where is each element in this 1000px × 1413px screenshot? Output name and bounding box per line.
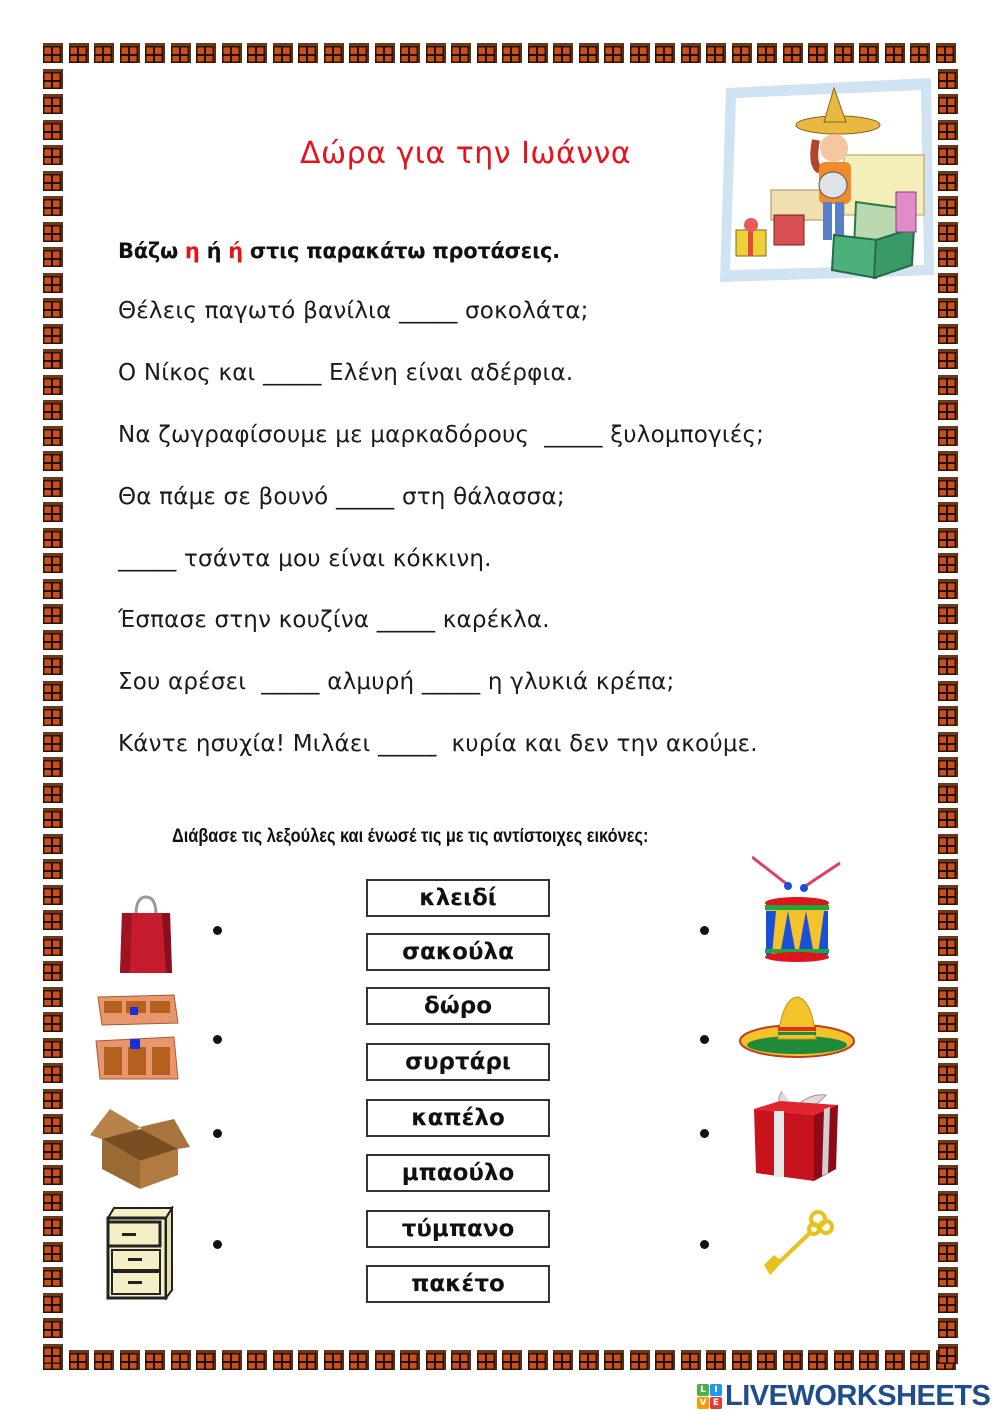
gift-border-tile — [732, 43, 752, 63]
gift-border-tile — [938, 1267, 958, 1287]
gift-border-tile — [94, 43, 114, 63]
gift-border-tile — [43, 145, 63, 165]
gift-border-tile — [938, 987, 958, 1007]
gift-border-tile — [938, 171, 958, 191]
gift-border-tile — [859, 43, 879, 63]
cardboard-box-icon — [88, 1105, 192, 1191]
word-box-key[interactable]: κλειδί — [366, 879, 550, 917]
drum-icon — [752, 855, 842, 965]
word-box-hat[interactable]: καπέλο — [366, 1099, 550, 1137]
match-dot-left-4[interactable] — [213, 1240, 222, 1249]
gift-border-tile — [43, 324, 63, 344]
gift-border-tile — [43, 349, 63, 369]
gift-border-tile — [43, 1089, 63, 1109]
instruction-prefix: Βάζω — [118, 239, 185, 263]
match-dot-left-1[interactable] — [213, 926, 222, 935]
gift-border-tile — [528, 1350, 548, 1370]
gift-border-tile — [43, 732, 63, 752]
gift-border-tile — [938, 1293, 958, 1313]
brand-name: LIVEWORKSHEETS — [725, 1380, 991, 1412]
gift-border-tile — [885, 1350, 905, 1370]
gift-border-tile — [43, 375, 63, 395]
gift-border-tile — [375, 43, 395, 63]
gift-border-tile — [43, 757, 63, 777]
gift-border-tile — [43, 885, 63, 905]
gift-border-tile — [43, 655, 63, 675]
sentence-7[interactable]: Σου αρέσει _____ αλμυρή _____ η γλυκιά κρέπα; — [118, 669, 675, 695]
gift-border-tile — [43, 426, 63, 446]
instruction-middle: ή — [199, 239, 229, 263]
gift-border-tile — [938, 553, 958, 573]
word-box-bag[interactable]: σακούλα — [366, 933, 550, 971]
gift-border-tile — [938, 936, 958, 956]
gift-border-tile — [938, 1114, 958, 1134]
gift-border-tile — [938, 477, 958, 497]
sombrero-icon — [738, 995, 856, 1065]
gift-border-tile — [43, 1165, 63, 1185]
gift-border-tile — [451, 1350, 471, 1370]
gift-border-tile — [273, 43, 293, 63]
gift-border-tile — [196, 43, 216, 63]
gift-border-tile — [43, 1038, 63, 1058]
word-box-package[interactable]: πακέτο — [366, 1265, 550, 1303]
gift-border-tile — [681, 43, 701, 63]
sentence-8[interactable]: Κάντε ησυχία! Μιλάει _____ κυρία και δεν την ακούμε. — [118, 731, 758, 757]
gift-border-tile — [938, 1012, 958, 1032]
gift-border-tile — [43, 451, 63, 471]
gift-border-tile — [938, 1165, 958, 1185]
gift-border-tile — [938, 1191, 958, 1211]
gift-border-tile — [938, 732, 958, 752]
gift-border-tile — [681, 1350, 701, 1370]
gift-border-tile — [43, 1114, 63, 1134]
sentence-1[interactable]: Θέλεις παγωτό βανίλια _____ σοκολάτα; — [118, 298, 589, 324]
gift-border-tile — [938, 1318, 958, 1338]
gift-border-tile — [938, 349, 958, 369]
gift-border-tile — [69, 1350, 89, 1370]
gift-border-tile — [43, 477, 63, 497]
gift-border-tile — [604, 43, 624, 63]
gift-border-tile — [938, 502, 958, 522]
gift-border-tile — [910, 43, 930, 63]
gift-border-tile — [298, 43, 318, 63]
gift-border-tile — [477, 1350, 497, 1370]
gift-border-tile — [43, 936, 63, 956]
instruction-option-eta-accent: ή — [228, 239, 243, 263]
gift-border-tile — [938, 94, 958, 114]
gift-border-tile — [938, 681, 958, 701]
gift-border-tile — [43, 910, 63, 930]
gift-border-tile — [69, 43, 89, 63]
gift-border-tile — [938, 579, 958, 599]
gift-border-tile — [43, 120, 63, 140]
gift-border-tile — [938, 885, 958, 905]
gift-border-tile — [247, 1350, 267, 1370]
gift-border-tile — [938, 222, 958, 242]
gift-border-tile — [938, 783, 958, 803]
gift-border-tile — [196, 1350, 216, 1370]
gift-border-tile — [477, 43, 497, 63]
gift-border-tile — [938, 273, 958, 293]
gift-border-tile — [451, 43, 471, 63]
gift-border-tile — [43, 1140, 63, 1160]
gift-border-tile — [528, 43, 548, 63]
gift-border-tile — [43, 783, 63, 803]
gift-border-tile — [938, 706, 958, 726]
gift-border-tile — [94, 1350, 114, 1370]
gift-border-tile — [630, 43, 650, 63]
gift-border-tile — [938, 630, 958, 650]
gift-border-tile — [120, 1350, 140, 1370]
sentence-2[interactable]: Ο Νίκος και _____ Ελένη είναι αδέρφια. — [118, 360, 574, 386]
gift-border-tile — [43, 1293, 63, 1313]
gift-border-tile — [43, 706, 63, 726]
shopping-bag-icon — [118, 893, 174, 975]
sentence-3[interactable]: Να ζωγραφίσουμε με μαρκαδόρους _____ ξυλομπογιές; — [118, 422, 765, 448]
treasure-chest-icon — [94, 993, 180, 1081]
gift-border-tile — [834, 43, 854, 63]
gift-border-tile — [834, 1350, 854, 1370]
gift-border-tile — [938, 247, 958, 267]
gift-border-tile — [43, 196, 63, 216]
gift-border-tile — [706, 1350, 726, 1370]
gift-border-tile — [145, 1350, 165, 1370]
liveworksheets-logo-icon: L I V E — [697, 1384, 722, 1409]
gift-border-tile — [324, 43, 344, 63]
gift-border-tile — [938, 324, 958, 344]
gift-border-tile — [783, 43, 803, 63]
gift-border-tile — [938, 298, 958, 318]
gift-border-tile — [938, 859, 958, 879]
gift-border-tile — [553, 1350, 573, 1370]
gift-border-tile — [885, 43, 905, 63]
match-dot-right-1[interactable] — [700, 926, 709, 935]
gift-border-tile — [938, 604, 958, 624]
gift-border-tile — [43, 502, 63, 522]
gift-border-tile — [43, 1267, 63, 1287]
word-box-drawer[interactable]: συρτάρι — [366, 1043, 550, 1081]
gift-border-tile — [171, 1350, 191, 1370]
drawer-cabinet-icon — [106, 1206, 174, 1300]
sentence-5[interactable]: _____ τσάντα μου είναι κόκκινη. — [118, 546, 492, 572]
gift-border-tile — [43, 43, 63, 63]
gift-border-tile — [43, 298, 63, 318]
gift-border-tile — [938, 196, 958, 216]
gift-border-tile — [938, 1063, 958, 1083]
match-dot-right-3[interactable] — [700, 1129, 709, 1138]
gift-border-tile — [349, 43, 369, 63]
gift-border-tile — [757, 43, 777, 63]
gift-border-tile — [938, 145, 958, 165]
gift-border-tile — [502, 43, 522, 63]
gift-border-tile — [604, 1350, 624, 1370]
gift-border-tile — [938, 426, 958, 446]
sentence-6[interactable]: Έσπασε στην κουζίνα _____ καρέκλα. — [118, 607, 550, 633]
golden-key-icon — [762, 1209, 834, 1279]
gift-border-tile — [43, 171, 63, 191]
gift-border-tile — [43, 681, 63, 701]
gift-border-tile — [426, 43, 446, 63]
gift-border-tile — [43, 247, 63, 267]
gift-border-tile — [783, 1350, 803, 1370]
gift-border-tile — [375, 1350, 395, 1370]
gift-border-tile — [936, 43, 956, 63]
gift-border-tile — [43, 604, 63, 624]
gift-border-tile — [43, 834, 63, 854]
gift-border-tile — [43, 400, 63, 420]
worksheet-title: Δώρα για την Ιωάννα — [300, 136, 632, 171]
gift-border-tile — [938, 120, 958, 140]
sentence-4[interactable]: Θα πάμε σε βουνό _____ στη θάλασσα; — [118, 484, 565, 510]
gift-border-tile — [43, 1344, 63, 1364]
match-dot-left-2[interactable] — [213, 1035, 222, 1044]
gift-border-tile — [171, 43, 191, 63]
gift-border-tile — [938, 1242, 958, 1262]
gift-border-tile — [938, 1089, 958, 1109]
gift-border-tile — [859, 1350, 879, 1370]
gift-border-tile — [43, 553, 63, 573]
gift-border-tile — [222, 1350, 242, 1370]
gift-border-tile — [43, 630, 63, 650]
word-box-drum[interactable]: τύμπανο — [366, 1210, 550, 1248]
gift-border-tile — [120, 43, 140, 63]
gift-border-tile — [43, 1063, 63, 1083]
gift-border-tile — [43, 579, 63, 599]
gift-border-tile — [630, 1350, 650, 1370]
gift-border-tile — [324, 1350, 344, 1370]
gift-border-tile — [808, 1350, 828, 1370]
gift-border-tile — [938, 400, 958, 420]
gift-border-tile — [426, 1350, 446, 1370]
header-illustration — [716, 70, 938, 292]
gift-border-tile — [553, 43, 573, 63]
gift-border-tile — [43, 1191, 63, 1211]
matching-instruction: Διάβασε τις λεξούλες και ένωσέ τις με τις αντίστοιχες εικόνες: — [172, 826, 649, 847]
fill-in-instruction — [118, 239, 560, 263]
gift-border-tile — [43, 808, 63, 828]
match-dot-right-2[interactable] — [700, 1035, 709, 1044]
gift-border-tile — [706, 43, 726, 63]
gift-border-tile — [298, 1350, 318, 1370]
gift-border-tile — [938, 655, 958, 675]
gift-border-tile — [43, 1012, 63, 1032]
gift-border-tile — [145, 43, 165, 63]
gift-border-tile — [43, 1216, 63, 1236]
gift-border-tile — [655, 1350, 675, 1370]
gift-border-tile — [938, 834, 958, 854]
gift-border-tile — [43, 987, 63, 1007]
gift-border-tile — [655, 43, 675, 63]
gift-border-tile — [938, 528, 958, 548]
gift-border-tile — [43, 1318, 63, 1338]
gift-border-tile — [938, 808, 958, 828]
gift-border-tile — [43, 859, 63, 879]
gift-border-tile — [938, 69, 958, 89]
gift-border-tile — [732, 1350, 752, 1370]
match-dot-left-3[interactable] — [213, 1129, 222, 1138]
instruction-suffix: στις παρακάτω προτάσεις. — [242, 239, 560, 263]
gift-box-icon — [752, 1087, 840, 1183]
gift-border-tile — [43, 69, 63, 89]
gift-border-tile — [43, 273, 63, 293]
match-dot-right-4[interactable] — [700, 1240, 709, 1249]
gift-border-tile — [938, 757, 958, 777]
gift-border-tile — [400, 43, 420, 63]
gift-border-tile — [247, 43, 267, 63]
gift-border-tile — [579, 43, 599, 63]
instruction-option-eta: η — [184, 239, 200, 263]
gift-border-tile — [938, 910, 958, 930]
gift-border-tile — [808, 43, 828, 63]
gift-border-tile — [273, 1350, 293, 1370]
gift-border-tile — [757, 1350, 777, 1370]
gift-border-tile — [938, 961, 958, 981]
gift-border-tile — [938, 451, 958, 471]
gift-border-tile — [43, 528, 63, 548]
word-box-gift[interactable]: δώρο — [366, 987, 550, 1025]
gift-border-tile — [938, 1038, 958, 1058]
gift-border-tile — [502, 1350, 522, 1370]
gift-border-tile — [43, 94, 63, 114]
gift-border-tile — [938, 1140, 958, 1160]
liveworksheets-brand — [697, 1380, 990, 1413]
gift-border-tile — [579, 1350, 599, 1370]
gift-border-tile — [400, 1350, 420, 1370]
word-box-chest[interactable]: μπαούλο — [366, 1154, 550, 1192]
gift-border-tile — [222, 43, 242, 63]
gift-border-tile — [43, 961, 63, 981]
gift-border-tile — [938, 1344, 958, 1364]
gift-border-tile — [938, 1216, 958, 1236]
gift-border-tile — [938, 375, 958, 395]
gift-border-tile — [910, 1350, 930, 1370]
gift-border-tile — [43, 222, 63, 242]
gift-border-tile — [349, 1350, 369, 1370]
gift-border-tile — [43, 1242, 63, 1262]
